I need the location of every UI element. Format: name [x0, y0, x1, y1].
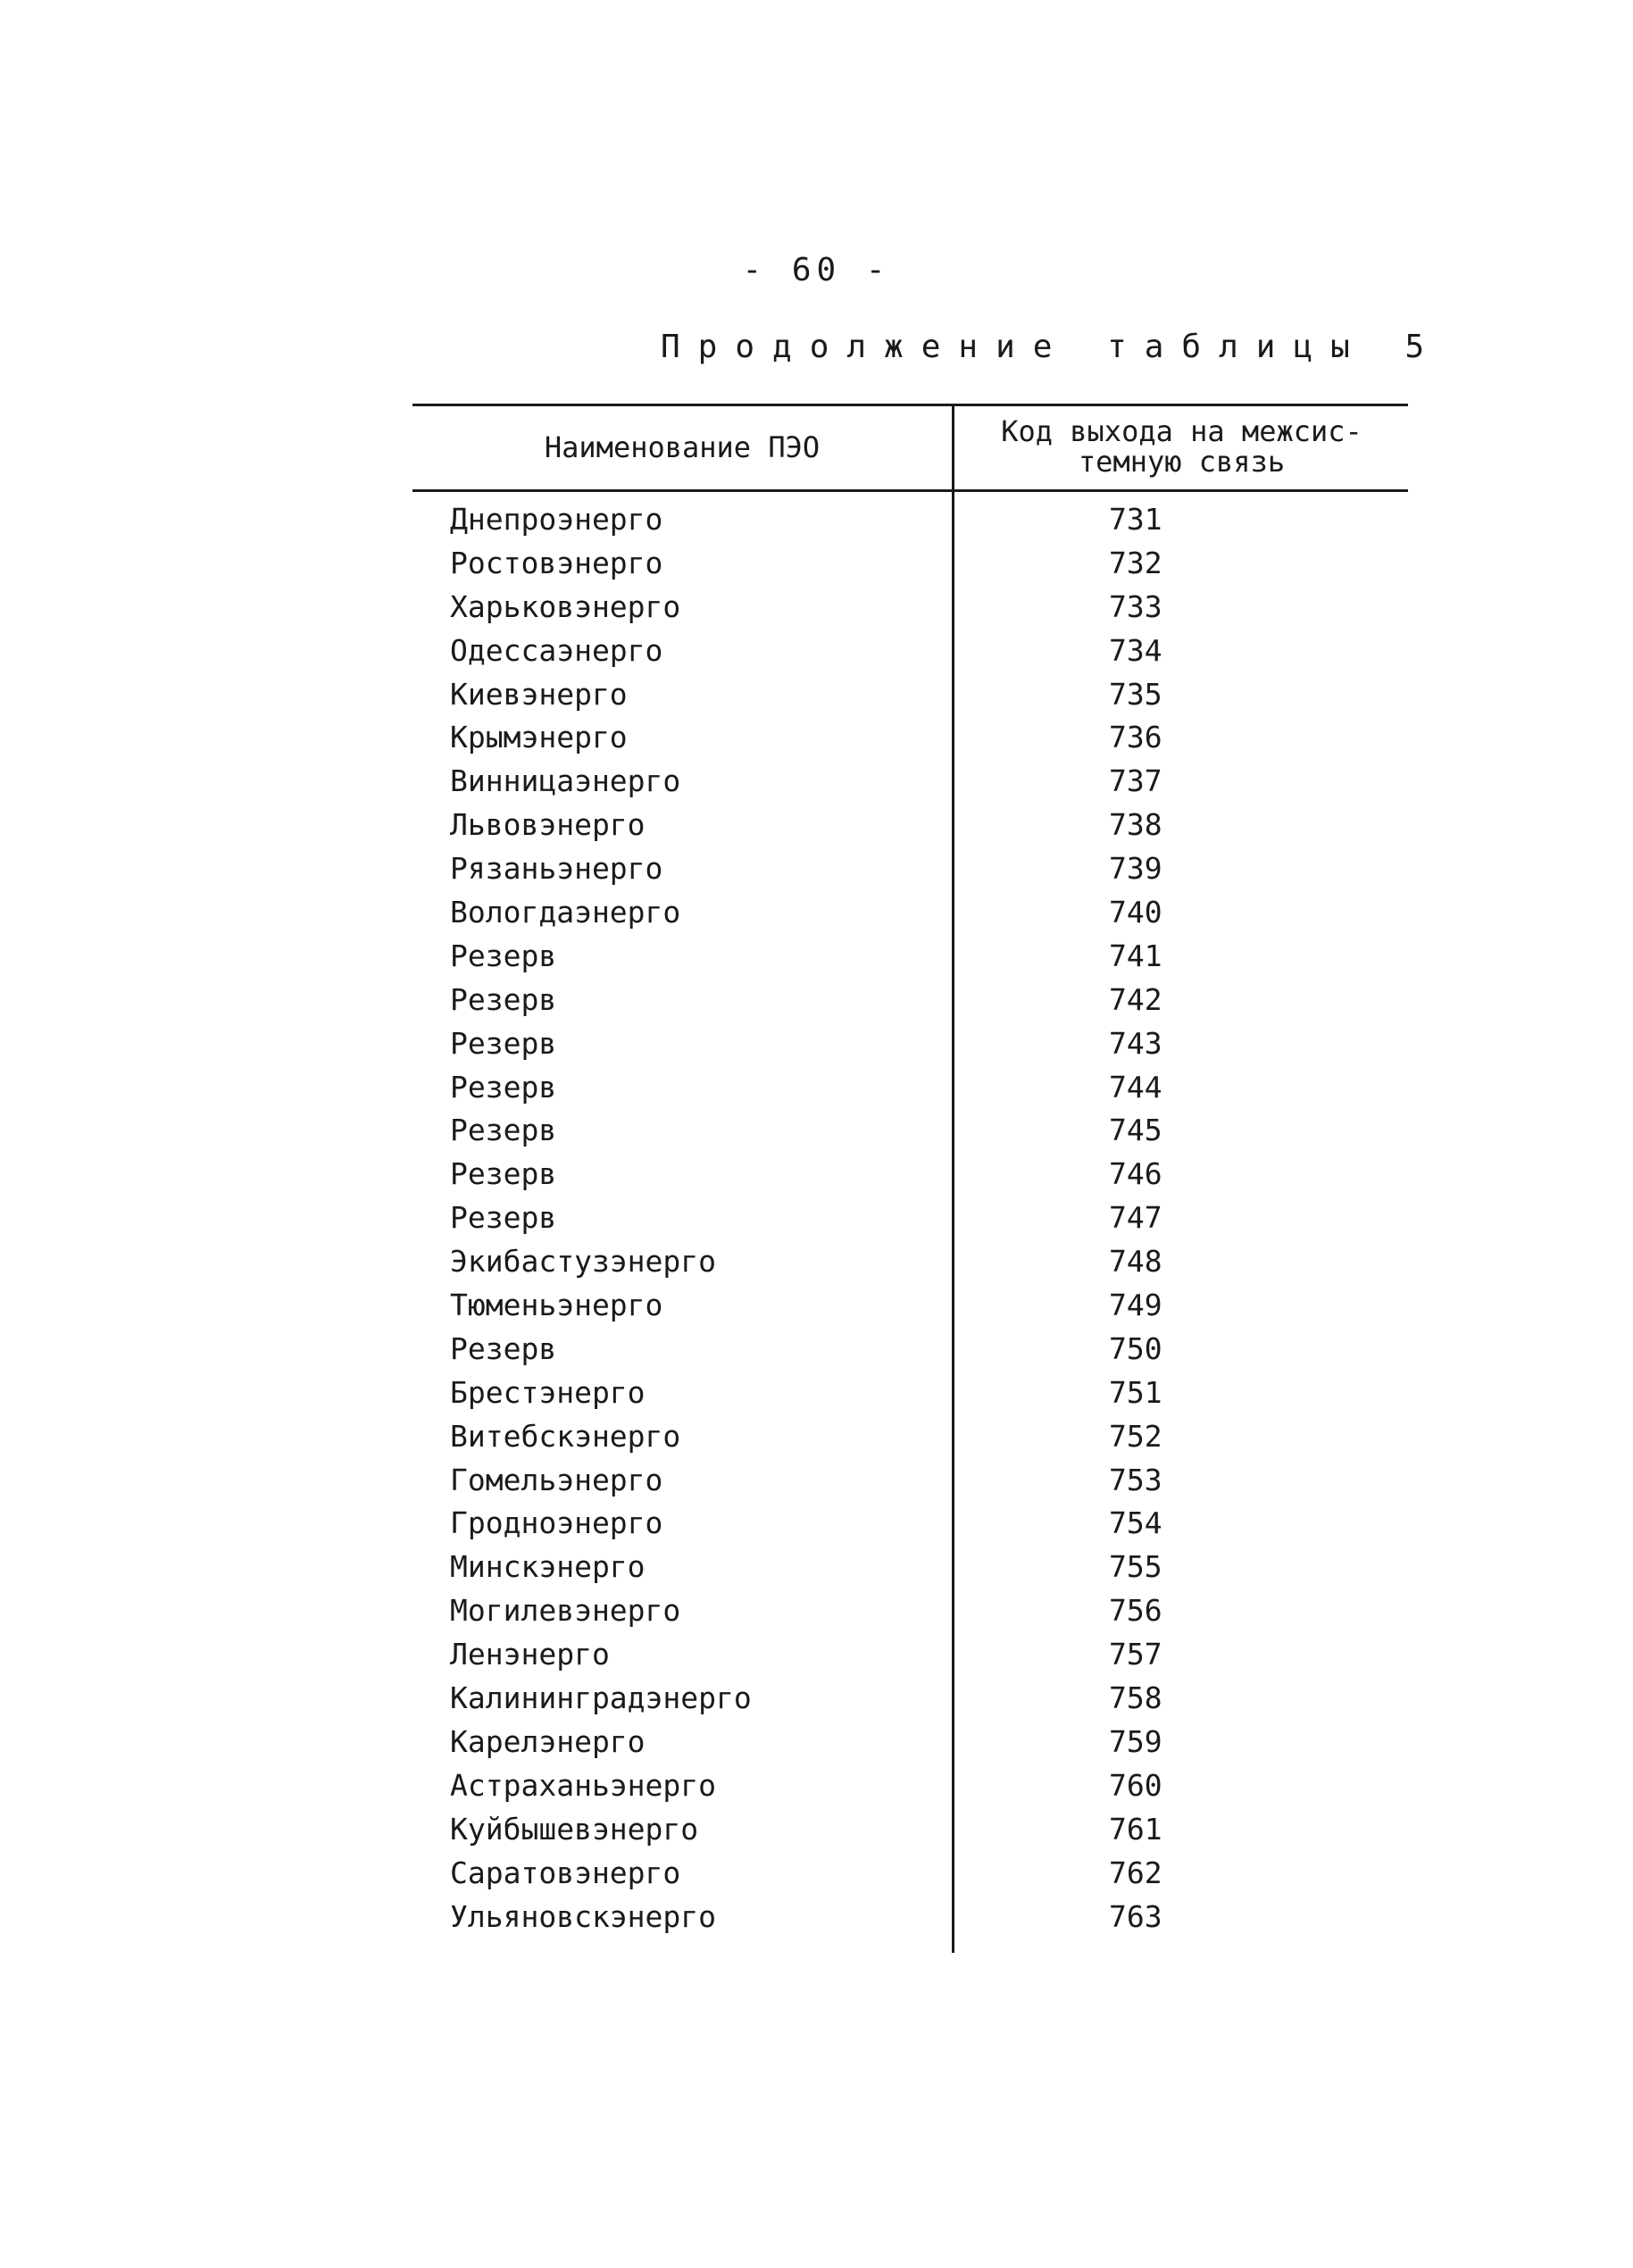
table-row [412, 1457, 1408, 1501]
row-code: 732 [1109, 545, 1162, 580]
row-name: Куйбышевэнерго [450, 1811, 699, 1847]
row-code: 759 [1109, 1723, 1162, 1759]
row-name: Ульяновскэнерго [450, 1898, 717, 1934]
row-code: 750 [1109, 1330, 1162, 1366]
row-name: Днепроэнерго [450, 502, 663, 537]
row-name: Резерв [450, 1200, 557, 1236]
row-name: Могилевэнерго [450, 1593, 681, 1629]
row-code: 740 [1109, 895, 1162, 930]
row-code: 761 [1109, 1811, 1162, 1847]
table-row [412, 584, 1408, 628]
row-name: Харьковэнерго [450, 588, 681, 624]
table-row [412, 1631, 1408, 1675]
row-name: Львовэнерго [450, 807, 646, 843]
table-body [412, 496, 1408, 1937]
row-name: Карелэнерго [450, 1723, 646, 1759]
row-code: 743 [1109, 1025, 1162, 1061]
row-name: Резерв [450, 938, 557, 973]
row-code: 737 [1109, 763, 1162, 799]
row-name: Саратовэнерго [450, 1855, 681, 1890]
row-name: Ростовэнерго [450, 545, 663, 580]
header-code-line1: Код выхода на межсис- [1001, 414, 1362, 448]
table-row [412, 1675, 1408, 1719]
row-name: Ленэнерго [450, 1637, 610, 1672]
row-code: 741 [1109, 938, 1162, 973]
row-name: Резерв [450, 981, 557, 1017]
row-name: Витебскэнерго [450, 1418, 681, 1454]
table-row [412, 1719, 1408, 1763]
table-row [412, 1326, 1408, 1370]
row-code: 762 [1109, 1855, 1162, 1890]
table-row [412, 1021, 1408, 1064]
row-name: Экибастузэнерго [450, 1244, 717, 1280]
row-code: 756 [1109, 1593, 1162, 1629]
header-code [955, 416, 1408, 477]
table-row [412, 933, 1408, 977]
table-row [412, 628, 1408, 671]
table-header-rule [412, 489, 1408, 492]
page-number: - 60 - [742, 252, 891, 288]
row-code: 746 [1109, 1156, 1162, 1192]
table-row [412, 1763, 1408, 1806]
table-row [412, 714, 1408, 758]
table-row [412, 1195, 1408, 1238]
row-name: Резерв [450, 1156, 557, 1192]
row-name: Крымэнерго [450, 720, 628, 755]
table-row [412, 977, 1408, 1021]
table-row [412, 846, 1408, 889]
row-name: Резерв [450, 1113, 557, 1148]
row-name: Тюменьэнерго [450, 1288, 663, 1323]
table-row [412, 1588, 1408, 1631]
header-code-line2: темную связь [1078, 445, 1286, 479]
table-top-rule [412, 404, 1408, 406]
row-name: Гродноэнерго [450, 1505, 663, 1541]
row-code: 747 [1109, 1200, 1162, 1236]
table-row [412, 802, 1408, 846]
row-name: Резерв [450, 1025, 557, 1061]
table-row [412, 1107, 1408, 1151]
row-name: Астраханьэнерго [450, 1767, 717, 1803]
table-row [412, 758, 1408, 802]
row-code: 749 [1109, 1288, 1162, 1323]
row-code: 751 [1109, 1374, 1162, 1410]
row-code: 734 [1109, 632, 1162, 668]
row-name: Одессаэнерго [450, 632, 663, 668]
row-code: 748 [1109, 1244, 1162, 1280]
row-code: 752 [1109, 1418, 1162, 1454]
row-name: Резерв [450, 1069, 557, 1105]
table-row [412, 1064, 1408, 1108]
table-row [412, 1413, 1408, 1457]
row-code: 736 [1109, 720, 1162, 755]
table-row [412, 1151, 1408, 1195]
row-name: Резерв [450, 1330, 557, 1366]
row-code: 758 [1109, 1680, 1162, 1716]
row-code: 731 [1109, 502, 1162, 537]
table-row [412, 1806, 1408, 1850]
row-name: Винницаэнерго [450, 763, 681, 799]
table-row [412, 1544, 1408, 1588]
row-code: 753 [1109, 1462, 1162, 1497]
row-name: Калининградэнерго [450, 1680, 752, 1716]
row-code: 760 [1109, 1767, 1162, 1803]
table-row [412, 540, 1408, 584]
row-name: Гомельэнерго [450, 1462, 663, 1497]
row-code: 733 [1109, 588, 1162, 624]
row-code: 735 [1109, 676, 1162, 712]
table-row [412, 1894, 1408, 1938]
table-row [412, 1370, 1408, 1413]
row-code: 755 [1109, 1549, 1162, 1585]
row-code: 754 [1109, 1505, 1162, 1541]
row-name: Брестэнерго [450, 1374, 646, 1410]
row-name: Минскэнерго [450, 1549, 646, 1585]
table-row [412, 496, 1408, 540]
table-row [412, 889, 1408, 933]
row-name: Вологдаэнерго [450, 895, 681, 930]
table-row [412, 1282, 1408, 1326]
row-code: 744 [1109, 1069, 1162, 1105]
row-code: 738 [1109, 807, 1162, 843]
table-row [412, 1500, 1408, 1544]
row-name: Киевэнерго [450, 676, 628, 712]
table-row [412, 671, 1408, 715]
row-code: 745 [1109, 1113, 1162, 1148]
row-code: 757 [1109, 1637, 1162, 1672]
table-caption: Продолжение таблицы 5 [661, 329, 1443, 365]
table-row [412, 1238, 1408, 1282]
row-code: 763 [1109, 1898, 1162, 1934]
table-row [412, 1850, 1408, 1894]
row-code: 742 [1109, 981, 1162, 1017]
header-name: Наименование ПЭО [544, 430, 821, 464]
row-name: Рязаньэнерго [450, 851, 663, 887]
row-code: 739 [1109, 851, 1162, 887]
